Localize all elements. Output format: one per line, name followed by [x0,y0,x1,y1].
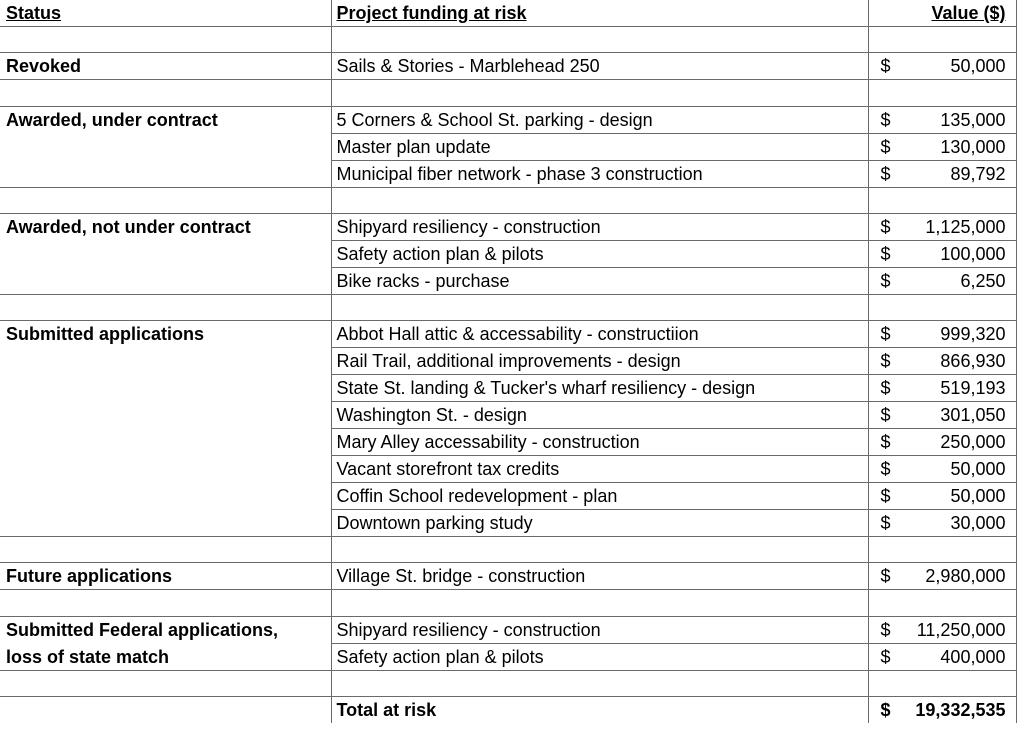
spacer-row [0,670,1016,696]
project-cell: Coffin School redevelopment - plan [331,483,868,510]
currency-symbol: $ [880,56,891,77]
value-amount: 866,930 [940,351,1006,372]
table-row [0,616,1016,643]
value-cell [868,429,1016,456]
project-cell: Washington St. - design [331,402,868,429]
spacer-row [0,80,1016,106]
value-cell [868,267,1016,294]
table-row [0,213,1016,240]
status-cell [0,133,331,160]
value-amount: 301,050 [940,405,1006,426]
status-cell [0,483,331,510]
project-cell: Downtown parking study [331,510,868,537]
spacer-row [0,537,1016,563]
value-amount: 6,250 [960,270,1006,291]
status-cell [0,267,331,294]
value-amount: 1,125,000 [925,216,1006,237]
currency-symbol: $ [880,486,891,507]
currency-symbol: $ [880,619,891,640]
project-cell: 5 Corners & School St. parking - design [331,106,868,133]
project-cell: Abbot Hall attic & accessability - constructiion [331,321,868,348]
currency-symbol: $ [880,109,891,130]
status-cell: Future applications [0,563,331,590]
currency-symbol: $ [880,432,891,453]
header-project: Project funding at risk [331,0,868,27]
value-cell [868,483,1016,510]
status-cell [0,456,331,483]
currency-symbol: $ [880,270,891,291]
value-cell [868,240,1016,267]
project-cell: Shipyard resiliency - construction [331,213,868,240]
value-cell [868,53,1016,80]
project-cell: Village St. bridge - construction [331,563,868,590]
status-cell: Awarded, under contract [0,106,331,133]
table-row [0,510,1016,537]
currency-symbol: $ [880,405,891,426]
table-row [0,133,1016,160]
status-cell [0,160,331,187]
status-cell: Submitted applications [0,321,331,348]
header-value: Value ($) [868,0,1016,27]
status-cell [0,510,331,537]
project-cell: Rail Trail, additional improvements - design [331,348,868,375]
value-cell [868,616,1016,643]
currency-symbol: $ [880,378,891,399]
value-amount: 999,320 [940,324,1006,345]
value-amount: 135,000 [940,109,1006,130]
value-amount: 50,000 [950,459,1006,480]
table-row [0,53,1016,80]
project-cell: Municipal fiber network - phase 3 construction [331,160,868,187]
header-status: Status [0,0,331,27]
value-amount: 11,250,000 [916,619,1006,640]
project-cell: State St. landing & Tucker's wharf resiliency - design [331,375,868,402]
value-cell [868,563,1016,590]
table-row [0,456,1016,483]
currency-symbol: $ [880,566,891,587]
table-row [0,106,1016,133]
currency-symbol: $ [880,700,891,721]
spacer-row [0,294,1016,320]
project-cell: Vacant storefront tax credits [331,456,868,483]
project-cell: Master plan update [331,133,868,160]
value-amount: 519,193 [940,378,1006,399]
value-cell [868,402,1016,429]
value-amount: 50,000 [950,56,1006,77]
table-row [0,240,1016,267]
total-amount: 19,332,535 [915,700,1006,721]
value-amount: 89,792 [950,163,1006,184]
value-cell [868,321,1016,348]
value-amount: 130,000 [940,136,1006,157]
value-cell [868,106,1016,133]
status-cell [0,375,331,402]
table-row [0,643,1016,670]
value-cell [868,375,1016,402]
project-cell: Mary Alley accessability - construction [331,429,868,456]
value-amount: 30,000 [950,513,1006,534]
total-value-cell [868,697,1016,724]
status-cell: loss of state match [0,643,331,670]
header-row [0,0,1016,27]
value-cell [868,213,1016,240]
spacer-row [0,187,1016,213]
project-cell: Sails & Stories - Marblehead 250 [331,53,868,80]
currency-symbol: $ [880,513,891,534]
project-cell: Bike racks - purchase [331,267,868,294]
table-row [0,321,1016,348]
status-cell [0,348,331,375]
total-label: Total at risk [331,697,868,724]
value-amount: 400,000 [940,646,1006,667]
table-row [0,563,1016,590]
table-row [0,375,1016,402]
spacer-row [0,27,1016,53]
total-row [0,697,1016,724]
currency-symbol: $ [880,163,891,184]
currency-symbol: $ [880,216,891,237]
currency-symbol: $ [880,324,891,345]
value-cell [868,348,1016,375]
currency-symbol: $ [880,243,891,264]
value-cell [868,133,1016,160]
value-amount: 50,000 [950,486,1006,507]
currency-symbol: $ [880,459,891,480]
table-row [0,429,1016,456]
project-cell: Safety action plan & pilots [331,240,868,267]
status-cell [0,429,331,456]
table-row [0,402,1016,429]
status-cell: Revoked [0,53,331,80]
table-row [0,348,1016,375]
value-cell [868,510,1016,537]
status-cell: Awarded, not under contract [0,213,331,240]
value-amount: 100,000 [940,243,1006,264]
status-cell: Submitted Federal applications, [0,616,331,643]
value-cell [868,160,1016,187]
currency-symbol: $ [880,351,891,372]
value-cell [868,643,1016,670]
spacer-row [0,590,1016,616]
project-cell: Shipyard resiliency - construction [331,616,868,643]
table-row [0,160,1016,187]
currency-symbol: $ [880,136,891,157]
project-cell: Safety action plan & pilots [331,643,868,670]
status-cell [0,402,331,429]
value-amount: 2,980,000 [925,566,1006,587]
table-row [0,267,1016,294]
status-cell [0,240,331,267]
currency-symbol: $ [880,646,891,667]
value-cell [868,456,1016,483]
table-row [0,483,1016,510]
value-amount: 250,000 [940,432,1006,453]
